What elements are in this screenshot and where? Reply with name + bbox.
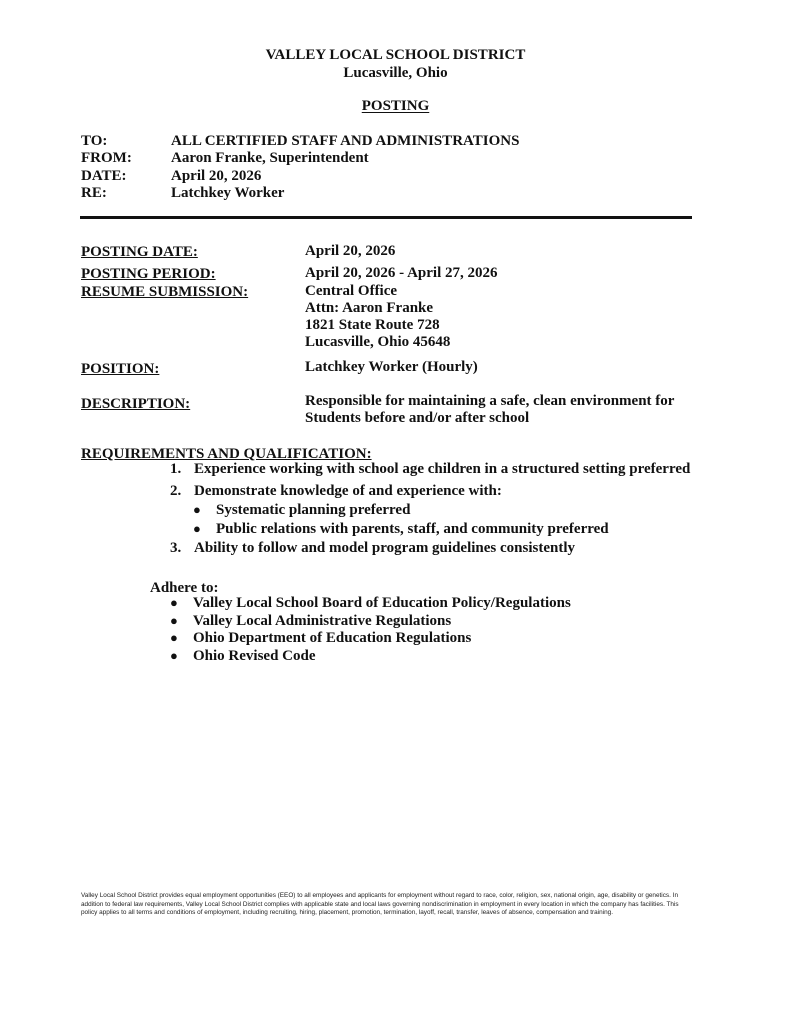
resume-address-line: Lucasville, Ohio 45648 — [305, 334, 451, 350]
document-title: POSTING — [361, 98, 430, 114]
posting-date-value: April 20, 2026 — [305, 243, 396, 259]
district-name: VALLEY LOCAL SCHOOL DISTRICT — [265, 47, 526, 63]
resume-address-line: 1821 State Route 728 — [305, 317, 440, 333]
description-line: Students before and/or after school — [305, 410, 530, 426]
bullet-icon: ● — [193, 502, 201, 517]
adhere-text: Ohio Revised Code — [193, 648, 316, 664]
requirement-number: 3. — [170, 540, 182, 556]
memo-from-row — [81, 150, 369, 167]
requirement-item — [170, 483, 502, 500]
bullet-icon: ● — [170, 630, 178, 645]
requirement-item — [170, 461, 690, 478]
memo-date-value: April 20, 2026 — [171, 168, 262, 184]
adhere-item — [170, 613, 451, 630]
requirements-title: REQUIREMENTS AND QUALIFICATION: — [81, 446, 372, 462]
description-line: Responsible for maintaining a safe, clean environment for — [305, 393, 675, 409]
requirement-sub-text: Systematic planning preferred — [216, 502, 411, 518]
posting-period-label: POSTING PERIOD: — [81, 266, 216, 282]
adhere-item — [170, 630, 471, 647]
bullet-icon: ● — [170, 595, 178, 610]
bullet-icon: ● — [193, 521, 201, 536]
posting-period-value: April 20, 2026 - April 27, 2026 — [305, 265, 498, 281]
eeo-statement: Valley Local School District provides equal employment opportunities (EEO) to all employees and applicants for employment without regard to race, color, religion, sex, national origin, age, disability or genetics. In addition to federal law requirements, Valley Local School District complies with applicable state and local laws governing nondiscrimination in employment in every location in which the company has facilities. This policy applies to all terms and conditions of employment, including recruiting, hiring, placement, promotion, termination, layoff, recall, transfer, leaves of absence, compensation and training. — [81, 892, 679, 917]
requirement-text: Ability to follow and model program guidelines consistently — [194, 540, 575, 556]
requirement-sub-item — [193, 521, 609, 538]
resume-submission-label: RESUME SUBMISSION: — [81, 284, 249, 300]
bullet-icon: ● — [170, 648, 178, 663]
posting-date-label: POSTING DATE: — [81, 244, 198, 260]
resume-address-line: Central Office — [305, 283, 398, 299]
memo-re-row — [81, 185, 284, 202]
adhere-title: Adhere to: — [150, 580, 219, 596]
requirement-sub-text: Public relations with parents, staff, and community preferred — [216, 521, 609, 537]
bullet-icon: ● — [170, 613, 178, 628]
district-city: Lucasville, Ohio — [343, 65, 448, 81]
adhere-text: Valley Local School Board of Education Policy/Regulations — [193, 595, 571, 611]
resume-address-line: Attn: Aaron Franke — [305, 300, 434, 316]
position-value: Latchkey Worker (Hourly) — [305, 359, 478, 375]
requirement-item — [170, 540, 575, 557]
memo-from-label: FROM: — [81, 150, 132, 166]
adhere-text: Valley Local Administrative Regulations — [193, 613, 452, 629]
requirement-text: Demonstrate knowledge of and experience with: — [194, 483, 502, 499]
position-label: POSITION: — [81, 361, 160, 377]
adhere-item — [170, 648, 316, 665]
memo-to-value: ALL CERTIFIED STAFF AND ADMINISTRATIONS — [171, 133, 520, 149]
adhere-item — [170, 595, 571, 612]
memo-date-row — [81, 168, 261, 185]
memo-from-value: Aaron Franke, Superintendent — [171, 150, 369, 166]
description-label: DESCRIPTION: — [81, 396, 191, 412]
requirement-text: Experience working with school age children in a structured setting preferred — [194, 461, 691, 477]
memo-re-label: RE: — [81, 185, 107, 201]
memo-to-label: TO: — [81, 133, 108, 149]
memo-date-label: DATE: — [81, 168, 127, 184]
memo-to-row — [81, 133, 519, 150]
requirement-sub-item — [193, 502, 410, 519]
memo-re-value: Latchkey Worker — [171, 185, 285, 201]
requirement-number: 1. — [170, 461, 182, 477]
adhere-text: Ohio Department of Education Regulations — [193, 630, 472, 646]
horizontal-divider — [80, 216, 692, 219]
requirement-number: 2. — [170, 483, 182, 499]
